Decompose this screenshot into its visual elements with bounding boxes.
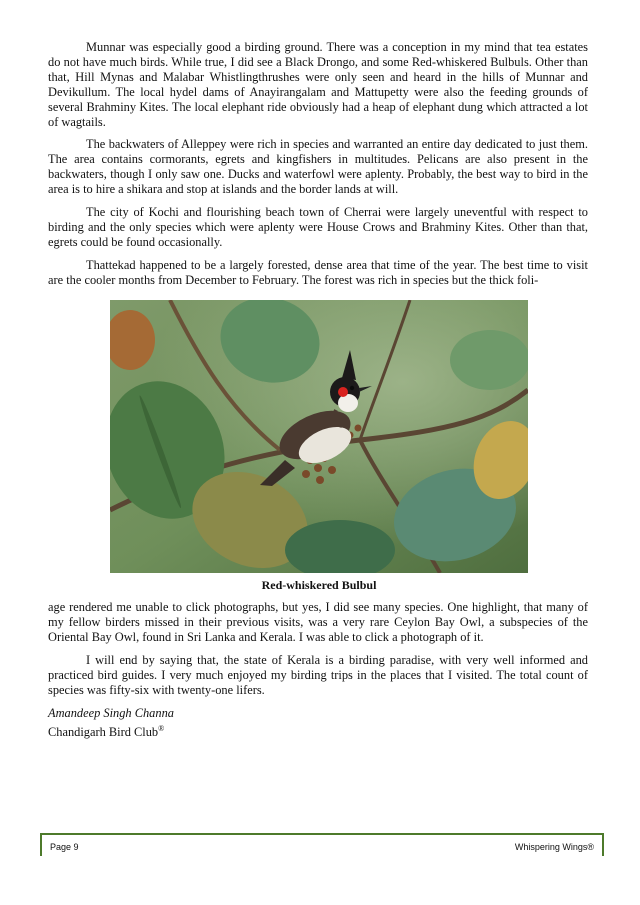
magazine-name: Whispering Wings® <box>514 842 594 852</box>
organization-name: Chandigarh Bird Club <box>48 725 159 740</box>
page-number: Page 9 <box>50 842 79 852</box>
paragraph-closing: I will end by saying that, the state of Kerala is a birding paradise, with very well informed and practiced bird guides. I very much enjoyed my birding trips in the places that I visited. The total count of species was fifty-six with twenty-one lifers. <box>48 652 588 697</box>
bulbul-photo <box>110 300 528 573</box>
author-organization <box>48 721 174 740</box>
paragraph-continuation: age rendered me unable to click photographs, but yes, I did see many species. One highlight, that many of my fellow birders missed in their previous visits, was a very rare Ceylon Bay Owl, a subspecies of the Oriental Bay Owl, found in Sri Lanka and Kerala. I was able to click a photograph of it. <box>48 600 588 644</box>
paragraph-munnar: Munnar was especially good a birding ground. There was a conception in my mind that tea estates do not have much birds. While true, I did see a Black Drongo, and some Red-whiskered Bulbuls. Other than that, Hill Mynas and Malabar Whistlingthrushes were only seen and heard in the hills of Munnar and Devikullum. The local hydel dams of Anayirangalam and Mattupetty were also the feeding grounds of several Brahminy Kites. The local elephant ride obviously had a heap of elephant dung which attracted a lot of wagtails. <box>48 40 588 129</box>
paragraph-thattekad: Thattekad happened to be a largely forested, dense area that time of the year. The best time to visit are the cooler months from December to February. The forest was rich in species but the thick foli- <box>48 257 588 287</box>
paragraph-alleppey: The backwaters of Alleppey were rich in species and warranted an entire day dedicated to just them. The area contains cormorants, egrets and kingfishers in multitudes. Pelicans are also present in the backwaters, though I only saw one. Ducks and waterfowl were aplenty. Probably, the best way to bird in the area is to hire a shikara and stop at islands and the border lands at will. <box>48 137 588 197</box>
author-signature <box>48 706 174 740</box>
article-text-bottom <box>48 600 588 705</box>
bird-photo-illustration <box>110 300 528 573</box>
article-text-top <box>48 40 588 296</box>
page-footer <box>40 833 604 856</box>
figure-caption: Red-whiskered Bulbul <box>261 578 377 592</box>
author-name: Amandeep Singh Channa <box>48 706 174 720</box>
registered-mark: ® <box>158 724 165 733</box>
paragraph-kochi: The city of Kochi and flourishing beach town of Cherrai were largely uneventful with respect to birding and the only species which were aplenty were House Crows and Brahminy Kites. Other than that, egrets could be found occasionally. <box>48 205 588 249</box>
